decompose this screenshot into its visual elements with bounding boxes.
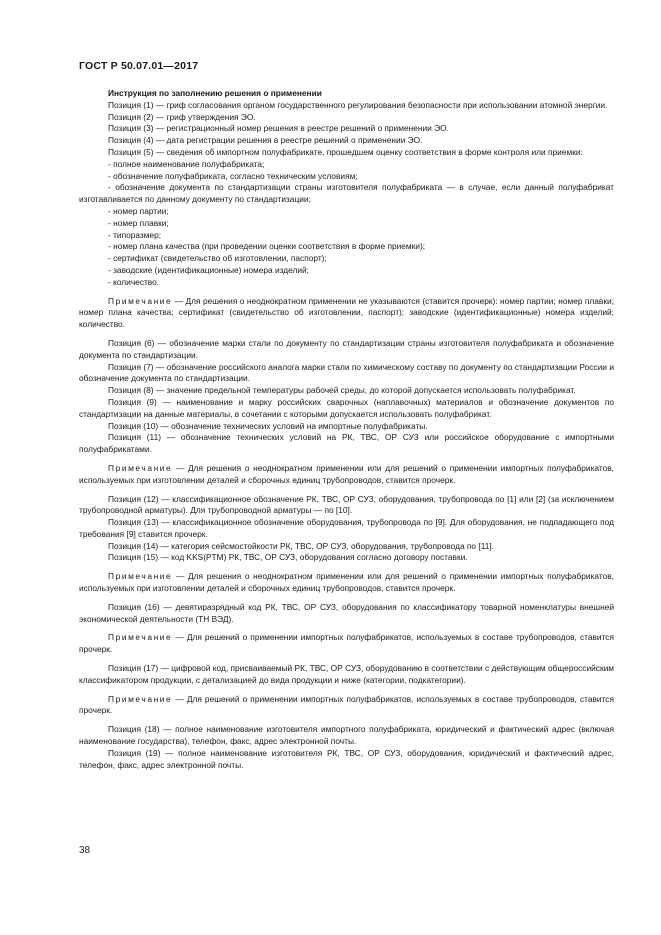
paragraph: Позиция (8) — значение предельной температуры рабочей среды, до которой допускается использовать полуфабрикат.: [108, 385, 576, 396]
note-label: Примечание: [108, 693, 173, 704]
note: [79, 296, 614, 331]
list-item: - полное наименование полуфабриката;: [108, 158, 265, 169]
page-number: 38: [79, 845, 91, 856]
paragraph: Позиция (17) — цифровой код, присваиваемый РК, ТВС, ОР СУЗ, оборудованию в соответствии с действующим общероссийским классификатором продукции, с детализацией до вида продукции и ниже (категории, подкатегории).: [79, 663, 614, 685]
paragraph: Позиция (11) — обозначение технических условий на РК, ТВС, ОР СУЗ или российское оборудование с импортными полуфабрикатами.: [79, 432, 614, 455]
note-label: Примечание: [108, 295, 173, 306]
note-label: Примечание: [108, 462, 173, 473]
note: [79, 694, 614, 718]
note: [79, 571, 614, 595]
paragraph: Позиция (18) — полное наименование изготовителя импортного полуфабриката, юридический и фактический адрес (включая наименование государства), телефон, факс, адрес электронной почты.: [79, 724, 614, 747]
paragraph: Позиция (19) — полное наименование изготовителя РК, ТВС, ОР СУЗ, оборудования, юридический и фактический адрес, телефон, факс, адрес электронной почты.: [79, 747, 614, 770]
paragraph: Позиция (2) — гриф утверждения ЭО.: [108, 111, 256, 122]
paragraph: Позиция (3) — регистрационный номер решения в реестре решений о применении ЭО.: [108, 123, 449, 134]
paragraph: Позиция (4) — дата регистрации решения в реестре решений о применении ЭО.: [108, 135, 423, 146]
paragraph: Позиция (9) — наименование и марку российских сварочных (наплавочных) материалов и обозначение документов по стандартизации на данные материалы, в сочетании с которыми допускается использовать полуфабрикат.: [79, 396, 614, 419]
paragraph: Позиция (1) — гриф согласования органом государственного регулирования безопасности при использовании атомной энергии.: [108, 99, 608, 110]
note-text: — Для решения о неоднократном применении или для решений о применении импортных полуфабрикатов, используемых при изготовлении деталей и сборочных единиц трубопроводов, ставится прочерк.: [79, 462, 614, 485]
paragraph: Позиция (15) — код KKS(PTM) РК, ТВС, ОР СУЗ, оборудования согласно договору поставки.: [108, 552, 468, 563]
document-header: ГОСТ Р 50.07.01—2017: [79, 60, 199, 72]
paragraph: Позиция (12) — классификационное обозначение РК, ТВС, ОР СУЗ, оборудования, трубопровода по [1] или [2] (за исключением трубопроводной арматуры). Для трубопроводной арматуры — по [10].: [79, 493, 614, 516]
list-item: - номер плавки;: [108, 217, 169, 228]
note: [79, 463, 614, 487]
page-content: [79, 88, 614, 771]
paragraph: Позиция (5) — сведения об импортном полуфабрикате, прошедшем оценку соответствия в форме контроля или приемки:: [108, 146, 583, 157]
note-text: — Для решения о неоднократном применении не указываются (ставится прочерк): номер партии; номер плавки; номер плана качества; сертификат (свидетельство об изготовлении, паспорт); заводские (идентификационные) номера изделий; количество.: [79, 295, 614, 330]
note-label: Примечание: [108, 571, 173, 582]
paragraph: Позиция (6) — обозначение марки стали по документу по стандартизации страны изготовителя полуфабриката и обозначение документа по стандартизации.: [79, 337, 614, 360]
note-text: — Для решений о применении импортных полуфабрикатов, используемых в составе трубопроводов, ставится прочерк.: [79, 632, 614, 655]
note: [79, 632, 614, 656]
list-item: - заводские (идентификационные) номера изделий;: [108, 264, 310, 275]
paragraph: Позиция (16) — девятиразрядный код РК, ТВС, ОР СУЗ, оборудования по классификатору товарной номенклатуры внешней экономической деятельности (ТН ВЭД).: [79, 601, 614, 624]
list-item: - обозначение полуфабриката, согласно техническим условиям;: [108, 170, 358, 181]
note-label: Примечание: [108, 632, 173, 643]
section-heading: Инструкция по заполнению решения о применении: [108, 88, 322, 98]
paragraph: Позиция (14) — категория сейсмостойкости РК, ТВС, ОР СУЗ, оборудования, трубопровода по [11].: [108, 540, 495, 551]
paragraph: Позиция (13) — классификационное обозначение оборудования, трубопровода по [9]. Для оборудования, не подпадающего под требования [9] ставится прочерк.: [79, 517, 614, 539]
note-text: — Для решения о неоднократном применении или для решений о применении импортных полуфабрикатов, используемых при изготовлении деталей и сборочных единиц трубопроводов, ставится прочерк.: [79, 571, 614, 594]
paragraph: Позиция (10) — обозначение технических условий на импортные полуфабрикаты.: [108, 420, 428, 431]
list-item: - количество.: [108, 276, 160, 287]
list-item: - обозначение документа по стандартизации страны изготовителя полуфабриката — в случае, если данный полуфабрикат изготавливается по данному документу по стандартизации;: [79, 182, 614, 205]
list-item: - типоразмер;: [108, 229, 162, 240]
list-item: - сертификат (свидетельство об изготовлении, паспорт);: [108, 253, 327, 264]
paragraph: Позиция (7) — обозначение российского аналога марки стали по химическому составу по документу по стандартизации России и обозначение документа по стандартизации.: [79, 361, 614, 384]
list-item: - номер плана качества (при проведении оценки соответствия в форме приемки);: [108, 241, 426, 252]
list-item: - номер партии;: [108, 205, 169, 216]
note-text: — Для решений о применении импортных полуфабрикатов, используемых в составе трубопроводов, ставится прочерк.: [79, 693, 614, 716]
